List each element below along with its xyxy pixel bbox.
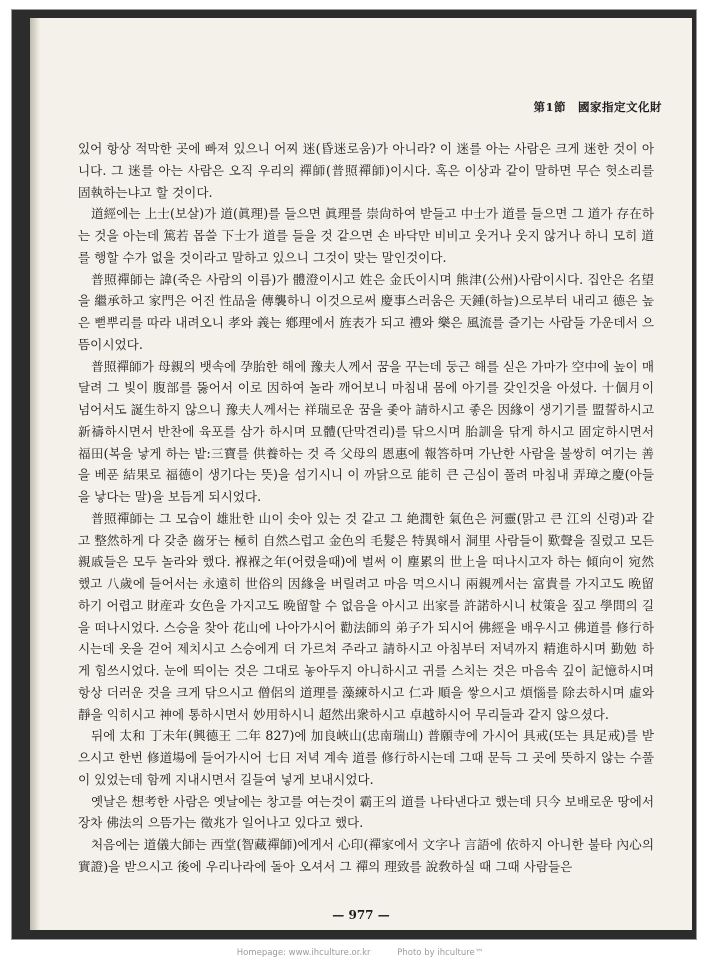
paragraph: 있어 항상 적막한 곳에 빠져 있으니 어찌 迷(昏迷로움)가 아니라? 이 迷를 아는 사람은 크게 迷한 것이 아니다. 그 迷를 아는 사람은 오직 우리의 禪師(普照禪師)이시다. 혹은 이상과 같이 말하면 무슨 헛소리를 固執하는냐고 할 것이다. [78,141,654,200]
page-binding-shadow [30,18,40,930]
paragraph: 普照禪師가 母親의 뱃속에 孕胎한 해에 豫夫人께서 꿈을 꾸는데 둥근 해를 싣은 가마가 空中에 높이 매달려 그 빛이 腹部를 뚫어서 이로 因하여 놀라 깨어보니 마침내 몸에 아기를 갖인것을 아셨다. 十個月이 넘어서도 誕生하지 않으니 豫夫人께서는 祥瑞로운 꿈을 좇아 請하시고 좋은 因緣이 생기기를 盟誓하시고 新禱하시면서 반찬에 육포를 삼가 하시며 묘體(단막견리)를 닦으시며 胎訓을 닦게 하시고 固定하시면서 福田(복을 낳게 하는 밭:三寶를 供養하는 것 즉 父母의 恩惠에 報答하며 가난한 사람을 불쌍히 여기는 善을 베푼 結果로 福德이 생기다는 뜻)을 섬기시니 이 까닭으로 能히 큰 근심이 풀려 마침내 弄璋之慶(아들을 낳다는 말)을 보듬게 되시었다. [78,358,654,504]
paragraph: 普照禪師는 그 모습이 雄壯한 山이 솟아 있는 것 같고 그 絶潤한 氣色은 河靈(맑고 큰 江의 신령)과 같고 整然하게 다 갖춘 齒牙는 極히 自然스럽고 金色의 毛髮은 特異해서 洞里 사람들이 歎聲을 질렀고 모든 親戚들은 모두 놀라와 했다. 褓褓之年(어렸을때)에 벌써 이 塵累의 世上을 떠나시고자 하는 傾向이 宛然했고 八歲에 들어서는 永遠히 世俗의 因緣을 버릴려고 마음 먹으시니 兩親께서는 富貴를 가지고도 晩留하기 어렵고 財産과 女色을 가지고도 晩留할 수 없음을 아시고 出家를 許諾하시니 杖策을 짚고 學問의 길을 떠나시었다. 스승을 찾아 花山에 나아가시어 勸法師의 弟子가 되시어 佛經을 배우시고 佛道를 修行하시는데 옷을 걷어 제치시고 스승에게 더 가르쳐 주라고 請하시고 아침부터 저녁까지 精進하시며 勤勉 하게 힘쓰시었다. 눈에 띄이는 것은 그대로 놓아두지 아니하시고 귀를 스치는 것은 마음속 깊이 記憶하시며 항상 더러운 것을 크게 닦으시고 僧侶의 道理를 藻練하시고 仁과 順을 쌓으시고 煩惱를 除去하시며 虛와 靜을 익히시고 神에 통하시면서 妙用하시니 超然出衆하시고 卓越하시어 무리들과 같지 않으셨다. [78,510,654,722]
paragraph: 처음에는 道儀大師는 西堂(智藏禪師)에게서 心印(禪家에서 文字나 言語에 依하지 아니한 불타 內心의 實證)을 받으시고 後에 우리나라에 돌아 오셔서 그 禪의 理致를 說敎하실 때 그때 사람들은 [78,837,654,874]
running-head: 第1節 國家指定文化財 [533,100,662,114]
paragraph: 옛날은 想考한 사람은 옛날에는 창고를 여는것이 霸王의 道를 나타낸다고 했는데 只今 보배로운 땅에서 장차 佛法의 으뜸가는 徵兆가 일어나고 있다고 했다. [78,793,654,831]
book-page [30,18,692,930]
book-scan-frame [11,9,697,940]
paragraph: 普照禪師는 諱(죽은 사람의 이름)가 體澄이시고 姓은 金氏이시며 熊津(公州)사람이시다. 집안은 名望을 繼承하고 家門은 어진 性品을 傳襲하니 이것으로써 慶事스러움은 天鍾(하늘)으로부터 내리고 德은 높은 뻗뿌리를 따라 내려오니 孝와 義는 鄕理에서 旌表가 되고 禮와 樂은 風流를 즐기는 사람들 가운데서 으뜸이시었다. [78,271,654,352]
body-text [78,138,654,878]
paragraph: 뒤에 太和 丁未年(興德王 二年 827)에 加良峽山(忠南瑞山) 普願寺에 가시어 具戒(또는 具足戒)를 받으시고 한번 修道場에 들어가시어 七日 저녁 계속 道를 修行하시는데 그때 문득 그 곳에 뜻하지 않는 수풀이 있었는데 함께 지내시면서 길들여 넣게 보내시었다. [78,728,654,787]
photo-credit: Photo by ihculture™ [397,948,484,958]
page-number: — 977 — [332,908,390,922]
paragraph: 道經에는 上士(보살)가 道(眞理)를 들으면 眞理를 崇尙하여 받들고 中士가 道를 들으면 그 道가 存在하는 것을 아는데 篤若 몹쓸 下士가 道를 들을 것 같으면 손 바닥만 비비고 웃거나 웃지 않거나 하니 모히 道를 행할 수가 없을 것이라고 말하고 있으니 그것이 맞는 말인것이다. [78,206,654,265]
photo-credit-footer [0,948,720,958]
homepage-credit: Homepage: www.ihculture.or.kr [236,948,371,958]
